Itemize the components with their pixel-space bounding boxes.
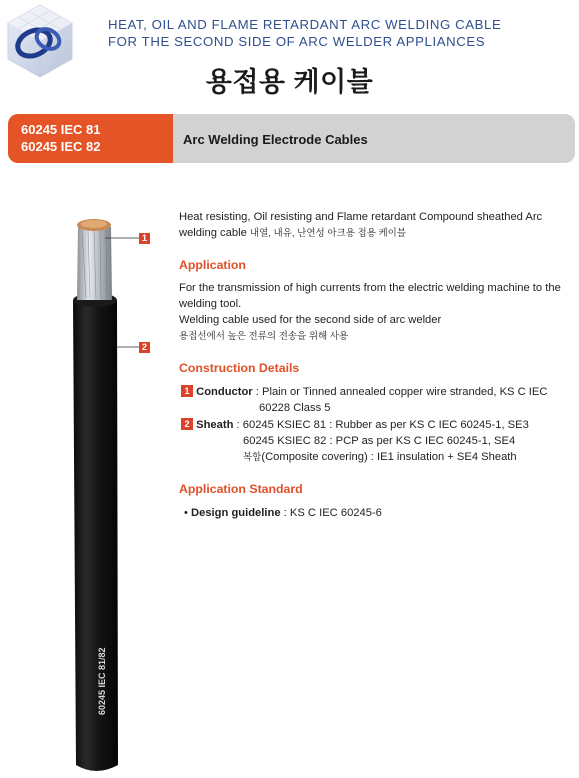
sheath-text-line2: 60245 KSIEC 82 : PCP as per KS C IEC 60245-1, SE4 <box>243 435 516 447</box>
conductor-row <box>181 384 547 400</box>
conductor-text-cont: 60228 Class 5 <box>259 402 331 414</box>
sheath-number: 2 <box>181 418 193 430</box>
application-line1: For the transmission of high currents from the electric welding machine to the welding tool. <box>179 282 561 310</box>
callout-1: 1 <box>139 233 150 244</box>
sheath-label: Sheath <box>196 419 234 431</box>
cable-print-text: 60245 IEC 81/82 <box>97 647 107 715</box>
intro-text: Heat resisting, Oil resisting and Flame retardant Compound sheathed Arc welding cable <box>179 211 543 239</box>
app-standard-heading: Application Standard <box>179 482 303 496</box>
standard-description: Arc Welding Electrode Cables <box>183 132 368 147</box>
standard-code-81: 60245 IEC 81 <box>21 122 101 137</box>
sheath-text: : 60245 KSIEC 81 : Rubber as per KS C IEC 60245-1, SE3 <box>233 419 529 431</box>
application-line2: Welding cable used for the second side of arc welder <box>179 314 442 326</box>
header-title-line2: FOR THE SECOND SIDE OF ARC WELDER APPLIANCES <box>108 34 486 49</box>
intro-paragraph <box>179 209 564 242</box>
application-korean: 용접선에서 높은 전류의 전송을 위해 사용 <box>179 331 349 342</box>
bullet: • <box>184 507 188 519</box>
callout-2: 2 <box>139 342 150 353</box>
design-guideline-row <box>184 505 382 521</box>
sheath-row <box>181 417 529 433</box>
conductor-label: Conductor <box>196 386 253 398</box>
korean-title: 용접용 케이블 <box>205 67 374 97</box>
header-title-line1: HEAT, OIL AND FLAME RETARDANT ARC WELDING CABLE <box>108 17 502 32</box>
construction-heading: Construction Details <box>179 361 300 375</box>
conductor-number: 1 <box>181 385 193 397</box>
design-guideline-value: : KS C IEC 60245-6 <box>280 507 382 519</box>
sheath-text-korean: 복합 <box>243 452 262 463</box>
sheath-composite-text: (Composite covering) : IE1 insulation + SE4 Sheath <box>261 451 517 463</box>
standard-code-82: 60245 IEC 82 <box>21 139 101 154</box>
intro-korean: 내열, 내유, 난연성 아크용 접용 케이블 <box>249 228 407 239</box>
design-guideline-label: Design guideline <box>191 507 281 519</box>
cable-illustration <box>60 205 170 775</box>
conductor-text: : Plain or Tinned annealed copper wire stranded, KS C IEC <box>252 386 548 398</box>
sheath-text-line3 <box>243 449 517 466</box>
application-heading: Application <box>179 258 246 272</box>
